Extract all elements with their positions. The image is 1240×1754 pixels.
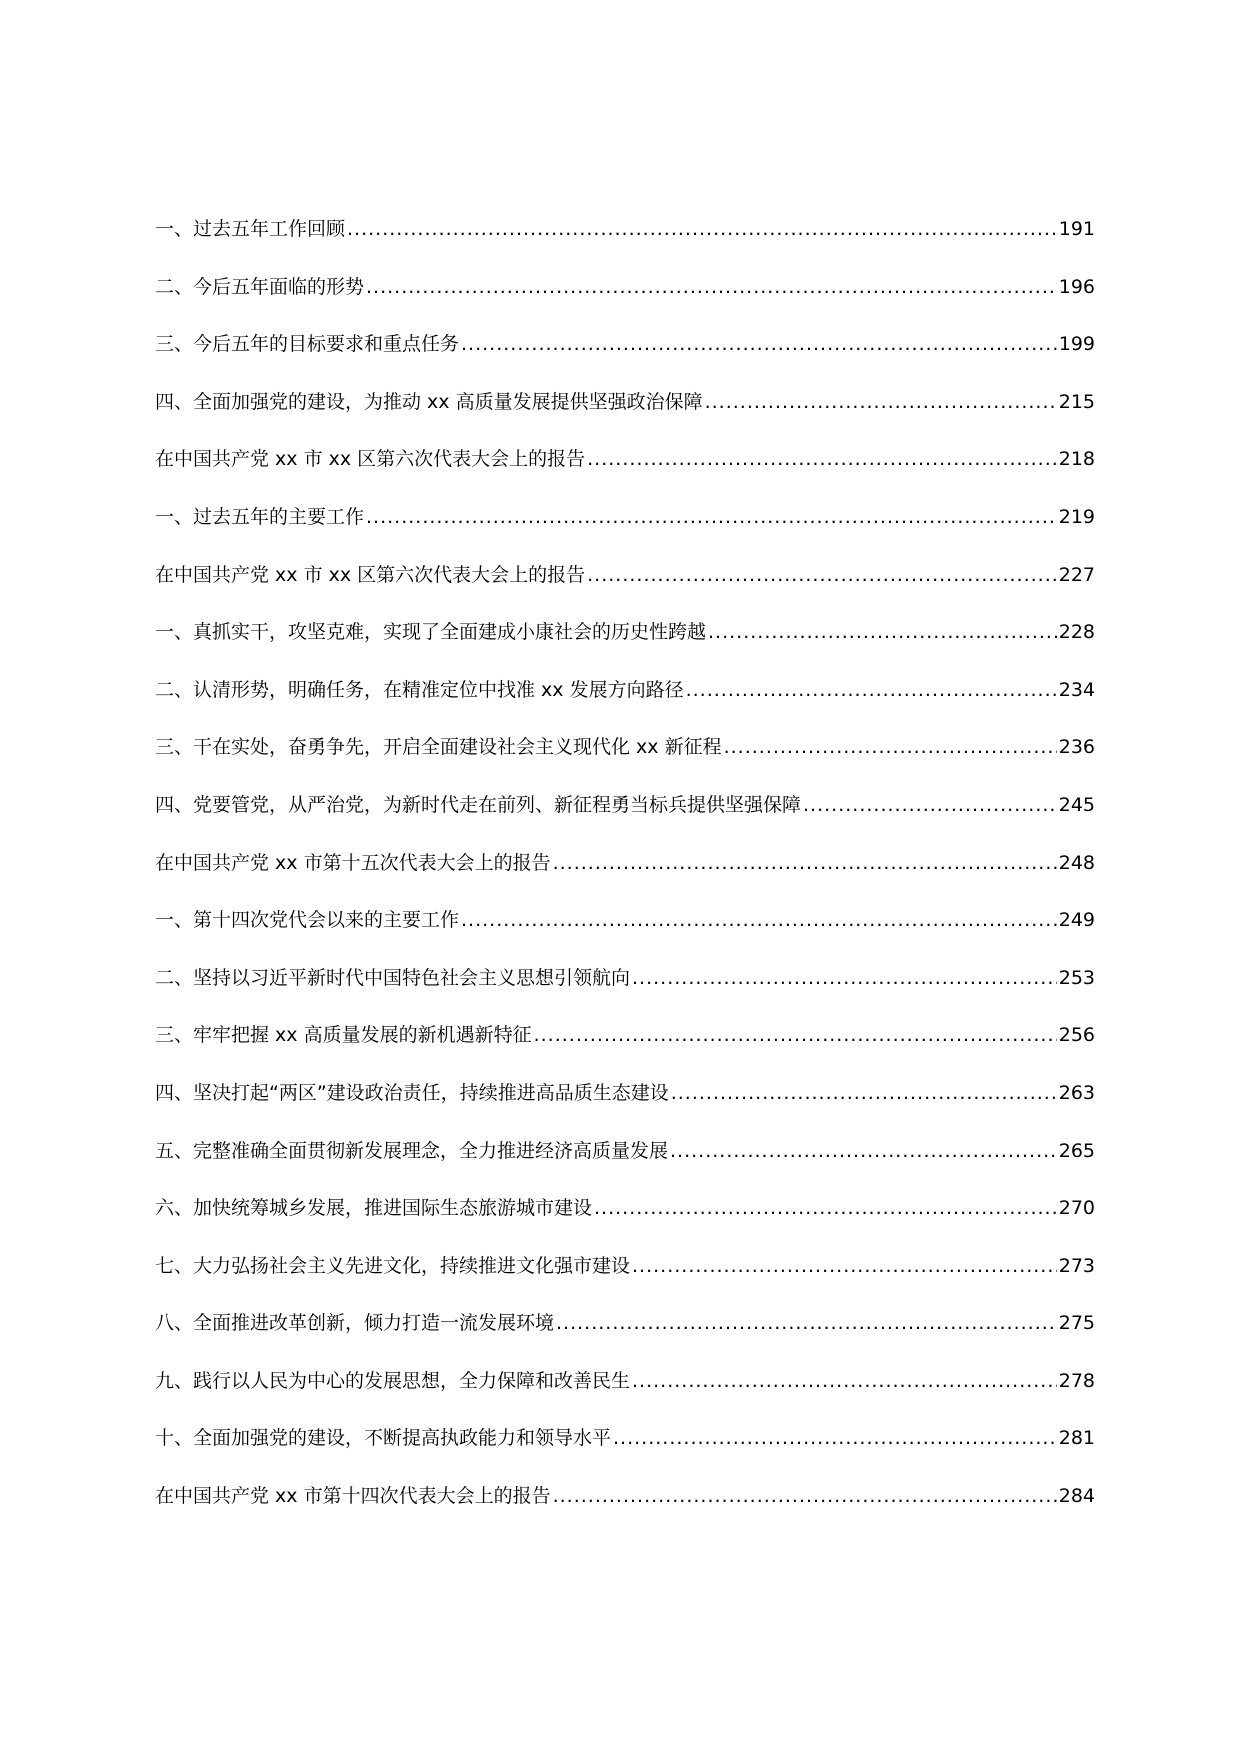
toc-entry-page: 256 <box>1058 1024 1095 1047</box>
toc-leader-dots <box>587 448 1057 470</box>
toc-entry-page: 236 <box>1058 736 1095 759</box>
toc-leader-dots <box>803 794 1057 816</box>
toc-entry-page: 196 <box>1058 275 1095 298</box>
toc-entry-title: 三、牢牢把握 xx 高质量发展的新机遇新特征 <box>155 1024 532 1047</box>
table-of-contents <box>155 214 1095 1539</box>
toc-entry-title: 七、大力弘扬社会主义先进文化，持续推进文化强市建设 <box>155 1254 631 1277</box>
toc-entry[interactable] <box>155 905 1095 963</box>
toc-entry-page: 253 <box>1058 966 1095 989</box>
toc-leader-dots <box>534 1024 1057 1046</box>
toc-entry[interactable] <box>155 963 1095 1021</box>
toc-entry-page: 275 <box>1058 1312 1095 1335</box>
toc-leader-dots <box>347 218 1057 240</box>
toc-entry-title: 四、全面加强党的建设，为推动 xx 高质量发展提供坚强政治保障 <box>155 390 703 413</box>
toc-leader-dots <box>556 1312 1057 1334</box>
toc-leader-dots <box>366 276 1057 298</box>
toc-entry-title: 二、坚持以习近平新时代中国特色社会主义思想引领航向 <box>155 966 631 989</box>
toc-entry-page: 245 <box>1058 793 1095 816</box>
toc-entry-page: 248 <box>1058 851 1095 874</box>
toc-entry-page: 218 <box>1058 448 1095 471</box>
toc-leader-dots <box>632 967 1057 989</box>
toc-leader-dots <box>632 1255 1057 1277</box>
toc-entry-title: 九、践行以人民为中心的发展思想，全力保障和改善民生 <box>155 1369 631 1392</box>
toc-entry-title: 五、完整准确全面贯彻新发展理念，全力推进经济高质量发展 <box>155 1139 669 1162</box>
toc-leader-dots <box>705 391 1057 413</box>
toc-entry-title: 二、今后五年面临的形势 <box>155 275 365 298</box>
toc-entry-title: 八、全面推进改革创新，倾力打造一流发展环境 <box>155 1312 555 1335</box>
toc-entry-title: 三、今后五年的目标要求和重点任务 <box>155 333 460 356</box>
toc-leader-dots <box>708 621 1057 643</box>
toc-entry[interactable] <box>155 1251 1095 1309</box>
toc-entry-title: 在中国共产党 xx 市第十四次代表大会上的报告 <box>155 1485 551 1508</box>
toc-leader-dots <box>366 506 1057 528</box>
toc-entry[interactable] <box>155 1078 1095 1136</box>
toc-entry-page: 265 <box>1058 1139 1095 1162</box>
toc-leader-dots <box>632 1370 1057 1392</box>
toc-leader-dots <box>461 909 1057 931</box>
toc-entry-page: 281 <box>1058 1427 1095 1450</box>
toc-entry[interactable] <box>155 502 1095 560</box>
toc-entry-page: 278 <box>1058 1369 1095 1392</box>
toc-entry[interactable] <box>155 444 1095 502</box>
toc-leader-dots <box>461 333 1057 355</box>
toc-entry[interactable] <box>155 1366 1095 1424</box>
toc-entry[interactable] <box>155 675 1095 733</box>
toc-leader-dots <box>553 852 1057 874</box>
toc-entry-page: 249 <box>1058 909 1095 932</box>
toc-entry[interactable] <box>155 1481 1095 1539</box>
toc-entry-title: 一、第十四次党代会以来的主要工作 <box>155 909 460 932</box>
toc-entry-page: 191 <box>1058 218 1095 240</box>
toc-entry[interactable] <box>155 848 1095 906</box>
toc-entry-title: 十、全面加强党的建设，不断提高执政能力和领导水平 <box>155 1427 612 1450</box>
toc-entry[interactable] <box>155 1020 1095 1078</box>
toc-entry-page: 215 <box>1058 390 1095 413</box>
toc-entry[interactable] <box>155 790 1095 848</box>
toc-entry[interactable] <box>155 1136 1095 1194</box>
toc-leader-dots <box>686 679 1057 701</box>
toc-entry-title: 二、认清形势，明确任务，在精准定位中找准 xx 发展方向路径 <box>155 678 684 701</box>
toc-entry-title: 四、坚决打起“两区”建设政治责任，持续推进高品质生态建设 <box>155 1081 669 1104</box>
toc-entry-page: 273 <box>1058 1254 1095 1277</box>
toc-entry[interactable] <box>155 272 1095 330</box>
toc-entry-title: 在中国共产党 xx 市 xx 区第六次代表大会上的报告 <box>155 563 586 586</box>
toc-leader-dots <box>724 736 1057 758</box>
toc-leader-dots <box>613 1427 1057 1449</box>
toc-leader-dots <box>670 1140 1057 1162</box>
toc-leader-dots <box>594 1197 1057 1219</box>
toc-entry[interactable] <box>155 1308 1095 1366</box>
toc-entry-title: 六、加快统筹城乡发展，推进国际生态旅游城市建设 <box>155 1197 593 1220</box>
toc-entry-title: 在中国共产党 xx 市 xx 区第六次代表大会上的报告 <box>155 448 586 471</box>
toc-entry[interactable] <box>155 617 1095 675</box>
toc-entry-page: 270 <box>1058 1197 1095 1220</box>
toc-entry[interactable] <box>155 214 1095 272</box>
toc-leader-dots <box>587 564 1057 586</box>
toc-entry[interactable] <box>155 1423 1095 1481</box>
toc-entry-title: 一、过去五年工作回顾 <box>155 218 346 240</box>
toc-entry-page: 234 <box>1058 678 1095 701</box>
toc-entry-page: 263 <box>1058 1081 1095 1104</box>
toc-entry[interactable] <box>155 329 1095 387</box>
toc-leader-dots <box>671 1082 1057 1104</box>
toc-entry[interactable] <box>155 560 1095 618</box>
toc-entry-title: 三、干在实处，奋勇争先，开启全面建设社会主义现代化 xx 新征程 <box>155 736 722 759</box>
toc-entry-page: 219 <box>1058 505 1095 528</box>
toc-entry-title: 一、过去五年的主要工作 <box>155 505 365 528</box>
toc-entry-title: 四、党要管党，从严治党，为新时代走在前列、新征程勇当标兵提供坚强保障 <box>155 793 802 816</box>
toc-leader-dots <box>553 1485 1057 1507</box>
toc-entry[interactable] <box>155 1193 1095 1251</box>
toc-entry-page: 228 <box>1058 621 1095 644</box>
toc-entry-page: 199 <box>1058 333 1095 356</box>
toc-entry-page: 227 <box>1058 563 1095 586</box>
toc-entry[interactable] <box>155 387 1095 445</box>
toc-entry-page: 284 <box>1058 1485 1095 1508</box>
toc-entry-title: 在中国共产党 xx 市第十五次代表大会上的报告 <box>155 851 551 874</box>
toc-entry-title: 一、真抓实干，攻坚克难，实现了全面建成小康社会的历史性跨越 <box>155 621 707 644</box>
toc-entry[interactable] <box>155 732 1095 790</box>
